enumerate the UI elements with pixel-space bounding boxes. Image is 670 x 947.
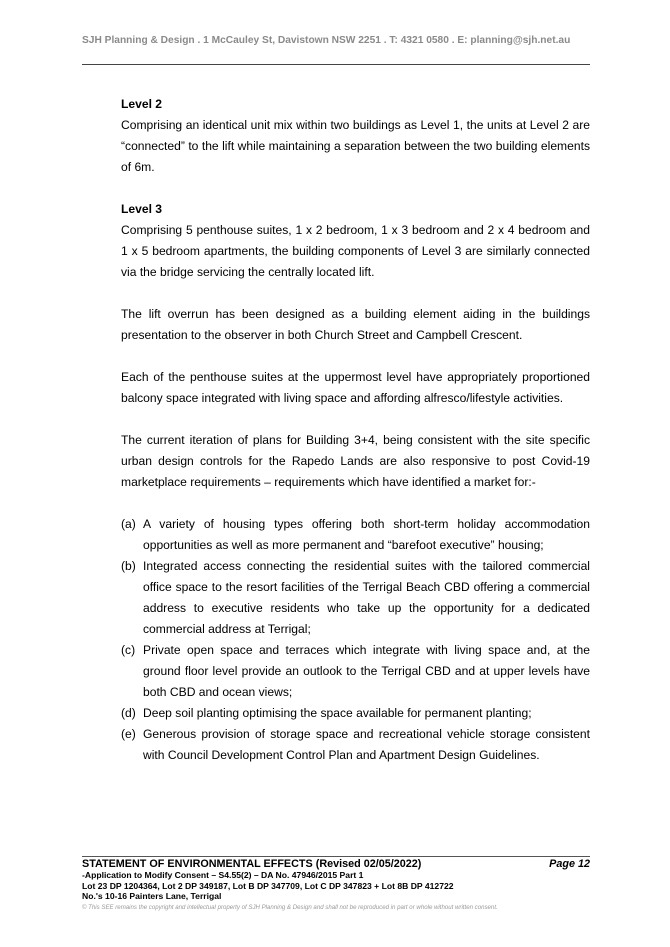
footer-application-line: -Application to Modify Consent – S4.55(2) – DA No. 47946/2015 Part 1	[82, 870, 364, 880]
page-header: SJH Planning & Design . 1 McCauley St, Davistown NSW 2251 . T: 4321 0580 . E: planning@sjh.net.au	[82, 35, 571, 46]
list-item	[121, 724, 590, 766]
list-marker: (e)	[121, 727, 136, 741]
page-footer	[82, 858, 590, 911]
lift-overrun-paragraph: The lift overrun has been designed as a building element aiding in the buildings presentation to the observer in both Church Street and Campbell Crescent.	[121, 307, 590, 342]
list-item-text: Private open space and terraces which integrate with living space and, at the ground floor level provide an outlook to the Terrigal CBD and at upper levels have both CBD and ocean views;	[143, 643, 590, 699]
list-item-text: Generous provision of storage space and recreational vehicle storage consistent with Council Development Control Plan and Apartment Design Guidelines.	[143, 727, 590, 762]
list-item	[121, 556, 590, 640]
level2-paragraph: Comprising an identical unit mix within two buildings as Level 1, the units at Level 2 are “connected” to the lift while maintaining a separation between the two building elements of 6m.	[121, 118, 590, 174]
list-item-text: A variety of housing types offering both short-term holiday accommodation opportunities as well as more permanent and “barefoot executive” housing;	[143, 517, 590, 552]
list-item-text: Integrated access connecting the residential suites with the tailored commercial office space to the resort facilities of the Terrigal Beach CBD offering a commercial address to executive residents who take up the opportunity for a dedicated commercial address at Terrigal;	[143, 559, 590, 636]
list-marker: (b)	[121, 559, 136, 573]
list-marker: (c)	[121, 643, 136, 657]
footer-copyright: © This SEE remains the copyright and intellectual property of SJH Planning & Design and shall not be reproduced in part or whole without written consent.	[82, 903, 498, 911]
list-item	[121, 703, 590, 724]
footer-title-row	[82, 858, 590, 870]
list-item-text: Deep soil planting optimising the space available for permanent planting;	[143, 706, 532, 720]
level3-heading: Level 3	[121, 202, 163, 216]
list-marker: (a)	[121, 517, 136, 531]
page-number: Page 12	[549, 858, 590, 870]
list-marker: (d)	[121, 706, 136, 720]
footer-lots-line: Lot 23 DP 1204364, Lot 2 DP 349187, Lot B DP 347709, Lot C DP 347823 + Lot 8B DP 412722	[82, 880, 454, 891]
header-divider	[82, 64, 590, 65]
penthouse-paragraph: Each of the penthouse suites at the uppermost level have appropriately proportioned balcony space integrated with living space and affording alfresco/lifestyle activities.	[121, 370, 590, 405]
list-item	[121, 640, 590, 703]
current-iteration-paragraph: The current iteration of plans for Building 3+4, being consistent with the site specific urban design controls for the Rapedo Lands are also responsive to post Covid-19 marketplace requirements – requirements which have identified a market for:-	[121, 433, 590, 489]
footer-title: STATEMENT OF ENVIRONMENTAL EFFECTS (Revised 02/05/2022)	[82, 858, 422, 870]
requirements-list	[121, 514, 590, 766]
level3-paragraph: Comprising 5 penthouse suites, 1 x 2 bedroom, 1 x 3 bedroom and 2 x 4 bedroom and 1 x 5 bedroom apartments, the building components of Level 3 are similarly connected via the bridge servicing the centrally located lift.	[121, 223, 590, 279]
footer-divider	[82, 856, 590, 857]
list-item	[121, 514, 590, 556]
level2-heading: Level 2	[121, 97, 163, 111]
document-body	[121, 94, 590, 766]
footer-address-line: No.'s 10-16 Painters Lane, Terrigal	[82, 891, 222, 901]
